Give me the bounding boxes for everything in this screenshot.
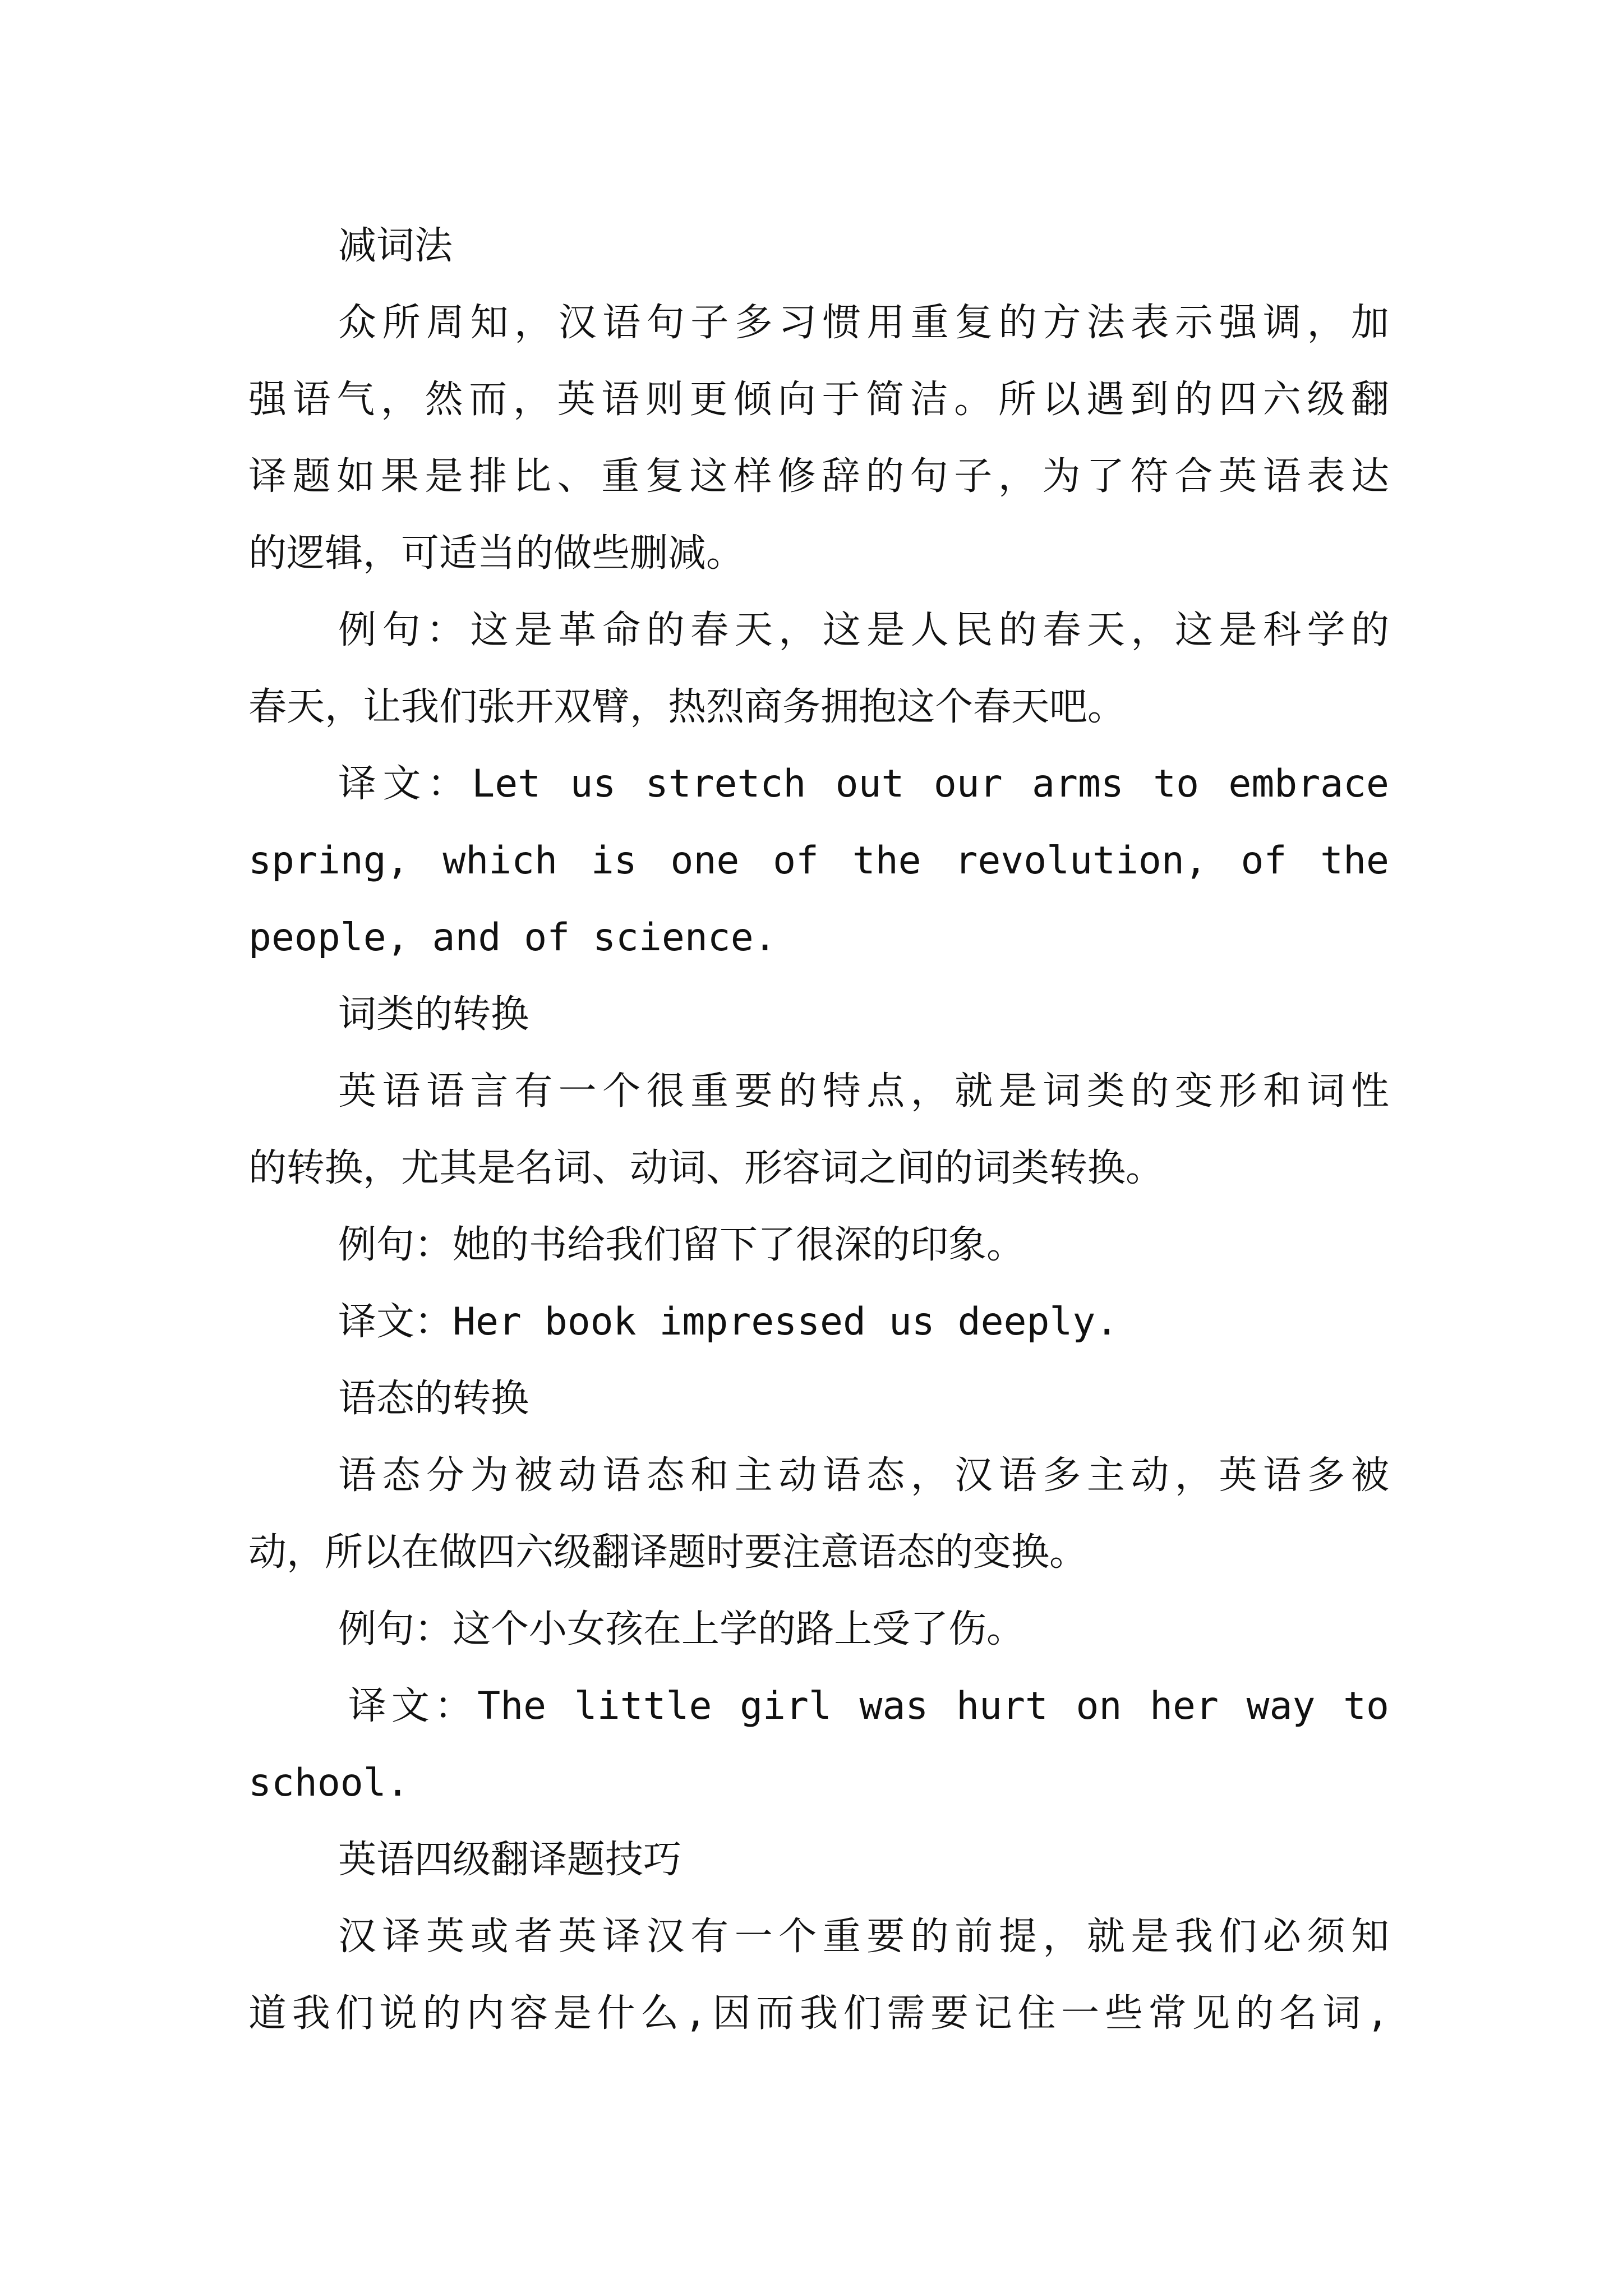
example-line: 例句：她的书给我们留下了很深的印象。 — [338, 1223, 1025, 1267]
paragraph-line: 动，所以在做四六级翻译题时要注意语态的变换。 — [248, 1530, 1088, 1575]
heading-word-reduction: 减词法 — [338, 224, 453, 268]
paragraph-line: 众所周知，汉语句子多习惯用重复的方法表示强调，加 — [338, 301, 1389, 345]
paragraph-line: 的转换，尤其是名词、动词、形容词之间的词类转换。 — [248, 1146, 1164, 1190]
paragraph-line: 语态分为被动语态和主动语态，汉语多主动，英语多被 — [338, 1453, 1389, 1498]
paragraph-line: 译题如果是排比、重复这样修辞的句子，为了符合英语表达 — [248, 454, 1389, 499]
paragraph-line: 汉译英或者英译汉有一个重要的前提，就是我们必须知 — [338, 1915, 1389, 1959]
paragraph-line: 道我们说的内容是什么,因而我们需要记住一些常见的名词, — [248, 1991, 1389, 2036]
translation-line: 译文：Let us stretch out our arms to embrace — [338, 762, 1389, 806]
example-line: 春天，让我们张开双臂，热烈商务拥抱这个春天吧。 — [248, 685, 1126, 729]
translation-line: school. — [248, 1761, 409, 1805]
heading-voice-conversion: 语态的转换 — [338, 1377, 529, 1421]
translation-line: spring, which is one of the revolution, of the — [248, 839, 1389, 883]
example-line: 例句：这是革命的春天，这是人民的春天，这是科学的 — [338, 608, 1389, 652]
translation-line: 译文：The little girl was hurt on her way to — [348, 1684, 1389, 1728]
document-page — [248, 208, 1389, 2052]
heading-cet4-translation-tips: 英语四级翻译题技巧 — [338, 1838, 682, 1882]
paragraph-line: 英语语言有一个很重要的特点，就是词类的变形和词性 — [338, 1069, 1389, 1114]
paragraph-line: 强语气，然而，英语则更倾向于简洁。所以遇到的四六级翻 — [248, 378, 1389, 422]
translation-line: people, and of science. — [248, 915, 777, 960]
example-line: 例句：这个小女孩在上学的路上受了伤。 — [338, 1607, 1025, 1651]
paragraph-line: 的逻辑，可适当的做些删减。 — [248, 531, 745, 576]
translation-line: 译文：Her book impressed us deeply. — [338, 1300, 1119, 1344]
heading-part-of-speech-conversion: 词类的转换 — [338, 992, 529, 1037]
